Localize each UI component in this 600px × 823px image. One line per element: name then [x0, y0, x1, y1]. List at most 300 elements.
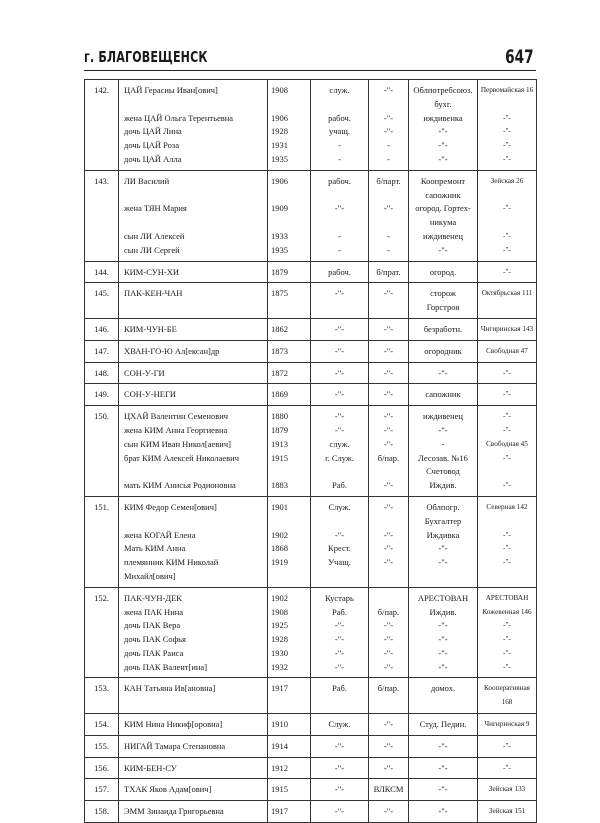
- birth-year: 1930: [271, 647, 288, 658]
- occupation-cell: [409, 714, 478, 736]
- party: -"-: [383, 126, 394, 137]
- address: -"-: [503, 635, 511, 644]
- party: -"-: [383, 501, 394, 512]
- occupation: сапожник: [425, 189, 461, 200]
- address-cell: [478, 384, 537, 406]
- birth-year-cell: [268, 714, 311, 736]
- occupation: Счетовод: [426, 466, 460, 477]
- occupation: -"-: [438, 424, 448, 435]
- address: -"-: [503, 245, 511, 254]
- address: Северная 142: [486, 502, 528, 511]
- party: -"-: [383, 389, 394, 400]
- party-cell: [369, 340, 409, 362]
- social-status: -"-: [334, 762, 345, 773]
- person-name: [124, 696, 265, 710]
- social-status: г. Служ.: [325, 452, 354, 463]
- occupation: [411, 570, 475, 584]
- party: -"-: [383, 288, 394, 299]
- occupation: иждивенец: [423, 230, 463, 241]
- person-name: жена ТЯН Мария: [124, 203, 187, 214]
- social-status: Служ.: [328, 719, 351, 730]
- row-number: 145.: [85, 283, 119, 319]
- person-name: НИГАЙ Тамара Степановна: [124, 740, 226, 751]
- party: [371, 465, 406, 479]
- birth-year: 1879: [271, 266, 288, 277]
- birth-year: 1933: [271, 230, 288, 241]
- birth-year-cell: [268, 170, 311, 261]
- party: -"-: [383, 367, 394, 378]
- address: -"-: [503, 425, 511, 434]
- birth-year-cell: [268, 587, 311, 678]
- social-status: -"-: [334, 424, 345, 435]
- party: -"-: [383, 634, 394, 645]
- table-row: [85, 757, 537, 779]
- table-row: [85, 496, 537, 587]
- birth-year: 1879: [271, 424, 288, 435]
- person-name-cell: [119, 587, 268, 678]
- social-status: рабоч.: [328, 112, 351, 123]
- address-cell: [478, 801, 537, 823]
- party: б/пар.: [377, 606, 400, 617]
- birth-year-cell: [268, 318, 311, 340]
- occupation: АРЕСТОВАН: [417, 592, 469, 603]
- address: [480, 216, 534, 230]
- occupation: Иждив.: [429, 480, 457, 491]
- occupation-cell: [409, 496, 478, 587]
- social-status: Учащ.: [328, 557, 351, 568]
- address: -"-: [503, 204, 511, 213]
- occupation: -: [441, 438, 445, 449]
- occupation: -"-: [438, 140, 448, 151]
- address-cell: [478, 406, 537, 497]
- social-status-cell: [311, 757, 369, 779]
- social-status-cell: [311, 283, 369, 319]
- person-name: КИМ-БЕН-СУ: [124, 762, 177, 773]
- social-status: -: [338, 230, 341, 241]
- occupation: Облпотребсоюз.: [413, 85, 473, 95]
- party-cell: [369, 714, 409, 736]
- person-name-cell: [119, 80, 268, 171]
- row-number: 142.: [85, 80, 119, 171]
- table-row: [85, 80, 537, 171]
- birth-year: [271, 465, 308, 479]
- party-cell: [369, 779, 409, 801]
- social-status: -"-: [334, 661, 345, 672]
- birth-year: [271, 570, 308, 584]
- address: -"-: [503, 267, 511, 276]
- address: Свободная 47: [486, 346, 528, 355]
- person-name: жена ЦАЙ Ольга Терентьевна: [124, 112, 234, 123]
- address: -"-: [503, 368, 511, 377]
- social-status: -"-: [334, 647, 345, 658]
- occupation: -"-: [438, 244, 448, 255]
- address: 168: [501, 698, 513, 707]
- person-name: дочь ЦАЙ Роза: [124, 140, 180, 151]
- table-row: [85, 406, 537, 497]
- social-status: [313, 465, 366, 479]
- party: [371, 189, 406, 203]
- birth-year: 1917: [271, 683, 288, 694]
- social-status-cell: [311, 406, 369, 497]
- person-name: [124, 216, 265, 230]
- person-name: жена КОГАЙ Елена: [124, 529, 196, 540]
- social-status-cell: [311, 678, 369, 714]
- address: -"-: [503, 558, 511, 567]
- occupation: Горстроя: [426, 302, 460, 313]
- address: -"-: [503, 231, 511, 240]
- table-row: [85, 170, 537, 261]
- address: -"-: [503, 453, 511, 462]
- party: -"-: [383, 323, 394, 334]
- social-status: рабоч.: [328, 175, 351, 186]
- social-status: -"-: [334, 389, 345, 400]
- party: -"-: [383, 740, 394, 751]
- address: Свободная 45: [486, 439, 528, 448]
- party: [371, 98, 406, 112]
- person-name-cell: [119, 283, 268, 319]
- birth-year: 1883: [271, 480, 288, 491]
- social-status-cell: [311, 779, 369, 801]
- social-status-cell: [311, 384, 369, 406]
- birth-year-cell: [268, 80, 311, 171]
- person-name-cell: [119, 261, 268, 283]
- occupation: Студ. Педин.: [419, 719, 467, 730]
- birth-year: 1902: [271, 592, 288, 603]
- row-number: 151.: [85, 496, 119, 587]
- row-number: 153.: [85, 678, 119, 714]
- party: -"-: [383, 424, 394, 435]
- table-row: [85, 384, 537, 406]
- person-name: КАН Татьяна Ив[ановна]: [124, 683, 216, 694]
- birth-year-cell: [268, 340, 311, 362]
- occupation: -"-: [438, 367, 448, 378]
- birth-year: [271, 189, 308, 203]
- address: -"-: [503, 390, 511, 399]
- occupation: [411, 696, 475, 710]
- address-cell: [478, 678, 537, 714]
- occupation: -"-: [438, 784, 448, 795]
- person-name-cell: [119, 340, 268, 362]
- address: -"-: [503, 481, 511, 490]
- person-name: ТХАК Яков Адам[ович]: [124, 784, 212, 795]
- birth-year: 1925: [271, 620, 288, 631]
- person-name-cell: [119, 318, 268, 340]
- birth-year: 1928: [271, 634, 288, 645]
- person-name: [124, 301, 265, 315]
- table-row: [85, 587, 537, 678]
- person-name-cell: [119, 496, 268, 587]
- address: [480, 301, 534, 315]
- table-row: [85, 678, 537, 714]
- party-cell: [369, 757, 409, 779]
- social-status: Раб.: [332, 480, 347, 491]
- social-status: служ.: [329, 85, 350, 95]
- party: [371, 301, 406, 315]
- birth-year: [271, 216, 308, 230]
- party-cell: [369, 496, 409, 587]
- row-number: 157.: [85, 779, 119, 801]
- person-name: КИМ-ЧУН-БЕ: [124, 323, 177, 334]
- party-cell: [369, 318, 409, 340]
- address: Зейская 26: [490, 176, 524, 185]
- party: [371, 570, 406, 584]
- address: -"-: [503, 127, 511, 136]
- party-cell: [369, 384, 409, 406]
- birth-year: 1869: [271, 389, 288, 400]
- address-cell: [478, 170, 537, 261]
- party: -"-: [383, 480, 394, 491]
- birth-year-cell: [268, 735, 311, 757]
- social-status-cell: [311, 587, 369, 678]
- occupation: Коопремонт: [420, 175, 466, 186]
- party-cell: [369, 80, 409, 171]
- birth-year: 1906: [271, 175, 288, 186]
- social-status: -"-: [334, 620, 345, 631]
- social-status: [313, 696, 366, 710]
- social-status: [313, 98, 366, 112]
- table-row: [85, 801, 537, 823]
- birth-year-cell: [268, 678, 311, 714]
- address: Чигиринская 9: [484, 720, 530, 729]
- birth-year: 1902: [271, 529, 288, 540]
- social-status-cell: [311, 340, 369, 362]
- party: ВЛКСМ: [373, 784, 404, 795]
- party-cell: [369, 678, 409, 714]
- birth-year-cell: [268, 757, 311, 779]
- occupation: Облпогр.: [426, 501, 460, 512]
- social-status: [313, 189, 366, 203]
- person-name: дочь ЦАЙ Алла: [124, 153, 182, 164]
- address-cell: [478, 735, 537, 757]
- social-status: -"-: [334, 806, 345, 817]
- row-number: 143.: [85, 170, 119, 261]
- social-status-cell: [311, 496, 369, 587]
- occupation-cell: [409, 587, 478, 678]
- birth-year: 1880: [271, 411, 288, 422]
- birth-year: 1917: [271, 806, 288, 817]
- table-row: [85, 735, 537, 757]
- occupation: безработн.: [423, 323, 463, 334]
- person-name-cell: [119, 757, 268, 779]
- occupation-cell: [409, 283, 478, 319]
- occupation: сапожник: [425, 389, 461, 400]
- birth-year: 1910: [271, 719, 288, 730]
- social-status: -"-: [334, 288, 345, 299]
- person-name: брат КИМ Алексей Николаевич: [124, 452, 239, 463]
- address: -"-: [503, 662, 511, 671]
- row-number: 155.: [85, 735, 119, 757]
- party: [371, 515, 406, 529]
- birth-year: 1935: [271, 244, 288, 255]
- birth-year: 1901: [271, 501, 288, 512]
- person-name-cell: [119, 384, 268, 406]
- address: -"-: [503, 141, 511, 150]
- birth-year-cell: [268, 496, 311, 587]
- social-status: -"-: [334, 529, 345, 540]
- address: [480, 189, 534, 203]
- occupation-cell: [409, 170, 478, 261]
- address: Кожевенная 146: [482, 607, 532, 616]
- party-cell: [369, 587, 409, 678]
- person-name: КИМ-СУН-ХИ: [124, 266, 180, 277]
- party: [371, 592, 406, 606]
- register-body: [85, 80, 537, 823]
- address-cell: [478, 80, 537, 171]
- occupation: -"-: [438, 634, 448, 645]
- row-number: 148.: [85, 362, 119, 384]
- person-name: [124, 189, 265, 203]
- occupation: огород.: [429, 266, 457, 277]
- person-name: дочь ПАК Вера: [124, 620, 181, 631]
- address-cell: [478, 757, 537, 779]
- person-name: дочь ЦАЙ Лина: [124, 126, 182, 137]
- party-cell: [369, 801, 409, 823]
- social-status: Служ.: [328, 501, 351, 512]
- birth-year: 1908: [271, 85, 288, 95]
- birth-year-cell: [268, 406, 311, 497]
- party: -"-: [383, 719, 394, 730]
- table-row: [85, 362, 537, 384]
- occupation-cell: [409, 362, 478, 384]
- social-status: -"-: [334, 367, 345, 378]
- address-cell: [478, 362, 537, 384]
- party: -: [387, 140, 390, 151]
- row-number: 152.: [85, 587, 119, 678]
- person-name: КИМ Федор Семен[ович]: [124, 501, 217, 512]
- person-name: Михайл[ович]: [124, 570, 176, 581]
- row-number: 154.: [85, 714, 119, 736]
- address: -"-: [503, 412, 511, 421]
- person-name-cell: [119, 170, 268, 261]
- occupation-cell: [409, 406, 478, 497]
- social-status-cell: [311, 318, 369, 340]
- social-status: [313, 301, 366, 315]
- party: -"-: [383, 411, 394, 422]
- person-name: сын КИМ Иван Никол[аевич]: [124, 438, 231, 449]
- table-row: [85, 318, 537, 340]
- party: б/пар.: [377, 452, 400, 463]
- social-status: [313, 216, 366, 230]
- row-number: 144.: [85, 261, 119, 283]
- address: -"-: [503, 621, 511, 630]
- occupation: Бухгалтер: [424, 515, 462, 526]
- social-status: Кустарь: [325, 592, 354, 603]
- party: б/прат.: [376, 266, 401, 277]
- table-row: [85, 779, 537, 801]
- birth-year: 1862: [271, 323, 288, 334]
- party: -"-: [383, 112, 394, 123]
- address: -"-: [503, 154, 511, 163]
- party-cell: [369, 406, 409, 497]
- occupation: огород. Гортех-: [415, 203, 471, 214]
- address: АРЕСТОВАН: [485, 593, 529, 602]
- address: [480, 515, 534, 529]
- occupation-cell: [409, 735, 478, 757]
- occupation: никума: [429, 217, 457, 228]
- row-number: 147.: [85, 340, 119, 362]
- social-status: -"-: [334, 203, 345, 214]
- birth-year: 1912: [271, 762, 288, 773]
- address-cell: [478, 496, 537, 587]
- address: [480, 570, 534, 584]
- person-name: ПАК-КЕН-ЧАН: [124, 288, 183, 299]
- party-cell: [369, 283, 409, 319]
- birth-year: 1872: [271, 367, 288, 378]
- address: Октябрьская 111: [481, 289, 533, 298]
- person-name-cell: [119, 779, 268, 801]
- birth-year: 1913: [271, 438, 288, 449]
- address-cell: [478, 340, 537, 362]
- occupation: домох.: [430, 683, 456, 694]
- occupation: -"-: [438, 557, 448, 568]
- birth-year: 1915: [271, 784, 288, 795]
- birth-year: [271, 301, 308, 315]
- register-table: [84, 79, 537, 823]
- birth-year: 1915: [271, 452, 288, 463]
- person-name: [124, 465, 265, 479]
- birth-year: 1931: [271, 140, 288, 151]
- occupation-cell: [409, 801, 478, 823]
- party: -"-: [383, 85, 394, 95]
- table-row: [85, 261, 537, 283]
- party: [371, 216, 406, 230]
- address: Зейская 133: [488, 785, 526, 794]
- occupation: иждивенец: [423, 411, 463, 422]
- occupation: -"-: [438, 806, 448, 817]
- occupation: сторож: [430, 288, 456, 299]
- birth-year: 1873: [271, 345, 288, 356]
- person-name: ПАК-ЧУН-ДЕК: [124, 592, 182, 603]
- row-number: 156.: [85, 757, 119, 779]
- birth-year: 1909: [271, 203, 288, 214]
- person-name: племянник КИМ Николай: [124, 557, 219, 568]
- person-name-cell: [119, 406, 268, 497]
- birth-year: 1868: [271, 543, 288, 554]
- address: -"-: [503, 648, 511, 657]
- birth-year: 1906: [271, 112, 288, 123]
- social-status: -"-: [334, 411, 345, 422]
- occupation: Иждивка: [426, 529, 460, 540]
- social-status: -"-: [334, 784, 345, 795]
- address: [480, 465, 534, 479]
- party: б/парт.: [376, 175, 401, 186]
- person-name: ХВАН-ГО-Ю Ал[ексан]др: [124, 345, 220, 356]
- birth-year-cell: [268, 779, 311, 801]
- occupation: огородник: [424, 345, 462, 356]
- occupation-cell: [409, 80, 478, 171]
- birth-year-cell: [268, 801, 311, 823]
- social-status: [313, 570, 366, 584]
- birth-year-cell: [268, 261, 311, 283]
- row-number: 146.: [85, 318, 119, 340]
- party-cell: [369, 362, 409, 384]
- address-cell: [478, 779, 537, 801]
- row-number: 149.: [85, 384, 119, 406]
- occupation: -"-: [438, 543, 448, 554]
- table-row: [85, 340, 537, 362]
- occupation: иждивенка: [423, 112, 463, 123]
- party: -: [387, 244, 390, 255]
- address: -"-: [503, 741, 511, 750]
- party: -"-: [383, 661, 394, 672]
- birth-year: 1928: [271, 126, 288, 137]
- occupation: -"-: [438, 740, 448, 751]
- person-name: дочь ПАК Раиса: [124, 647, 184, 658]
- person-name: ЦХАЙ Валентин Семенович: [124, 411, 229, 422]
- person-name: мать КИМ Анисья Родионовна: [124, 480, 236, 491]
- header-rule: [84, 70, 536, 71]
- birth-year: 1935: [271, 153, 288, 164]
